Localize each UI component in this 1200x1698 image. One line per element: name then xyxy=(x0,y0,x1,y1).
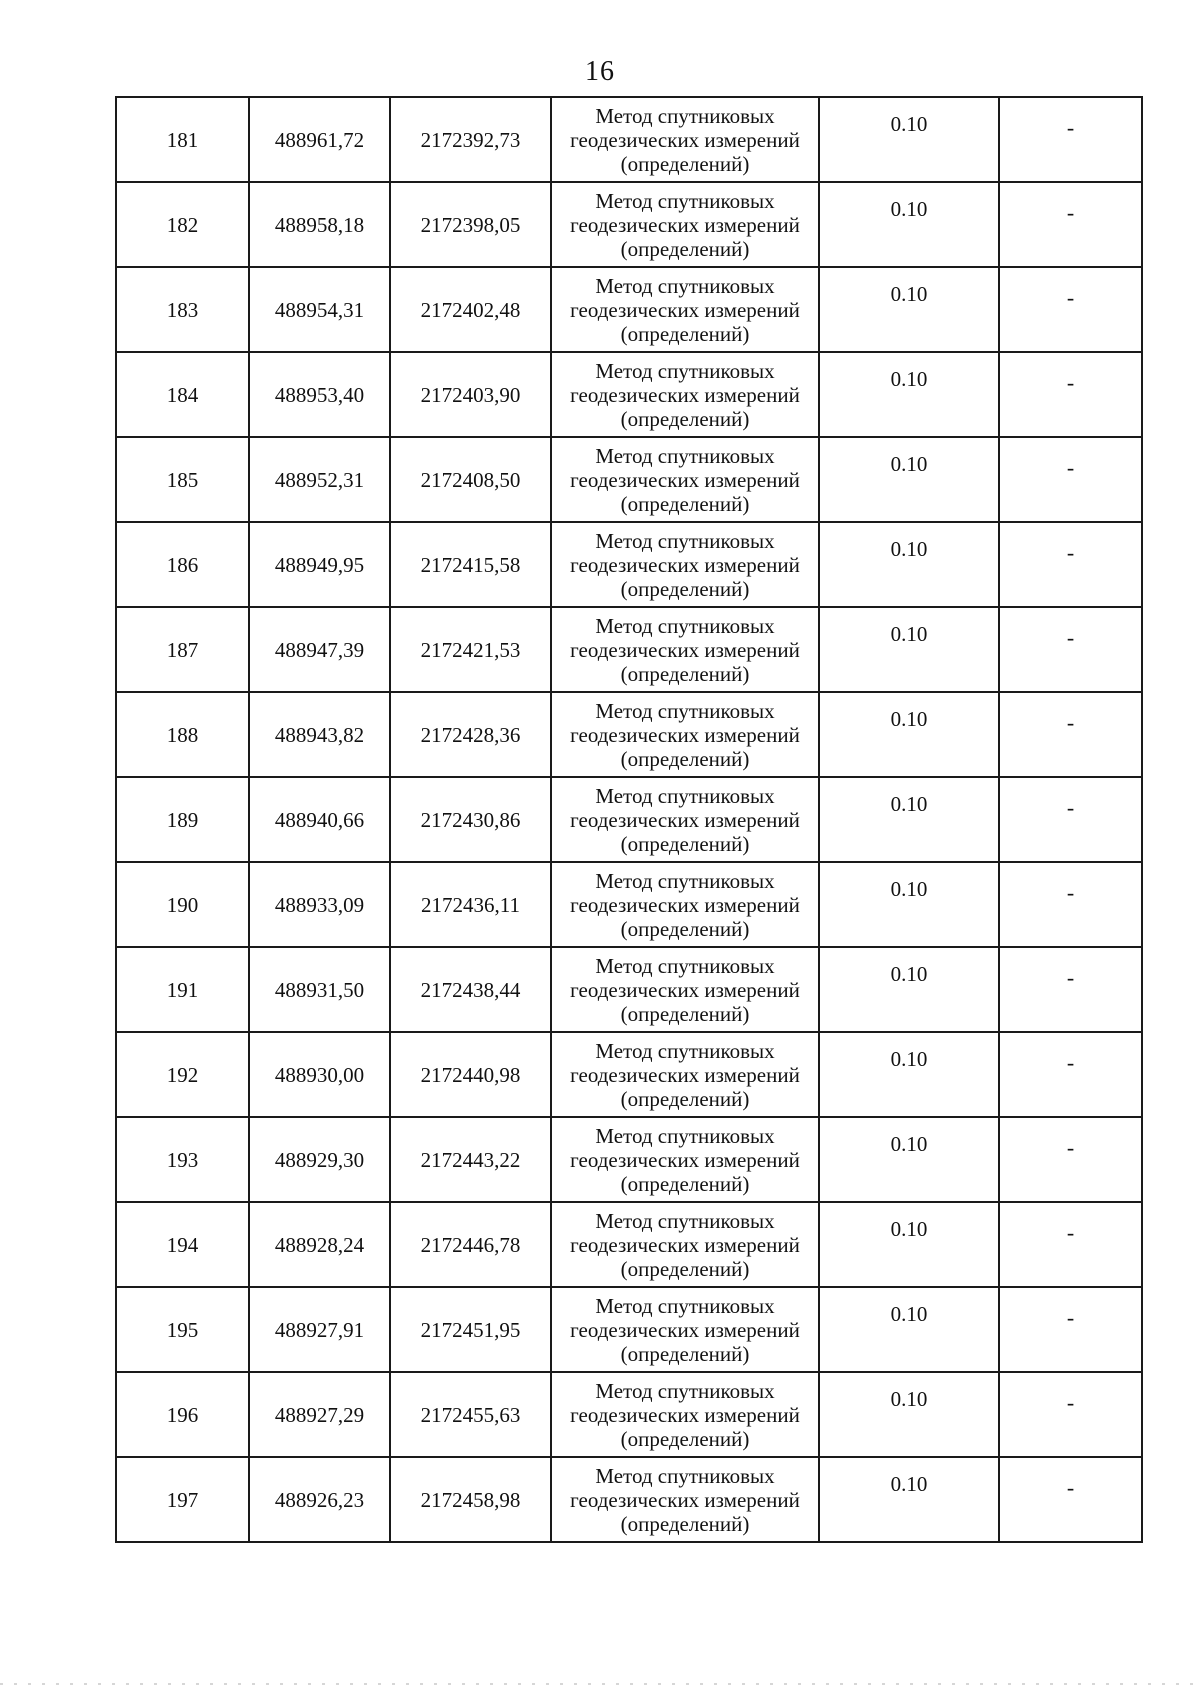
method-text-line1: Метод спутниковых xyxy=(595,783,775,808)
table-row xyxy=(116,1457,1142,1542)
x-coordinate-cell: 488940,66 xyxy=(249,777,390,862)
table-body xyxy=(116,97,1142,1542)
method-cell xyxy=(551,437,819,522)
table-row xyxy=(116,97,1142,182)
accuracy-cell: 0.10 xyxy=(819,1372,999,1457)
accuracy-cell: 0.10 xyxy=(819,777,999,862)
method-text-line1: Метод спутниковых xyxy=(595,1463,775,1488)
method-cell xyxy=(551,1202,819,1287)
note-cell: - xyxy=(999,947,1142,1032)
method-text-line1: Метод спутниковых xyxy=(595,953,775,978)
table-row xyxy=(116,267,1142,352)
method-text-line3: (определений) xyxy=(620,1426,750,1451)
method-cell xyxy=(551,1372,819,1457)
method-cell xyxy=(551,607,819,692)
y-coordinate-cell: 2172443,22 xyxy=(390,1117,551,1202)
method-text-line1: Метод спутниковых xyxy=(595,1208,775,1233)
accuracy-cell: 0.10 xyxy=(819,1457,999,1542)
method-text-line1: Метод спутниковых xyxy=(595,613,775,638)
point-number-cell: 191 xyxy=(116,947,249,1032)
accuracy-cell: 0.10 xyxy=(819,437,999,522)
method-text-line1: Метод спутниковых xyxy=(595,273,775,298)
x-coordinate-cell: 488926,23 xyxy=(249,1457,390,1542)
point-number-cell: 182 xyxy=(116,182,249,267)
method-text-line1: Метод спутниковых xyxy=(595,698,775,723)
method-text-line2: геодезических измерений xyxy=(570,892,800,917)
point-number-cell: 186 xyxy=(116,522,249,607)
x-coordinate-cell: 488949,95 xyxy=(249,522,390,607)
method-text-line2: геодезических измерений xyxy=(570,722,800,747)
y-coordinate-cell: 2172446,78 xyxy=(390,1202,551,1287)
method-text-line3: (определений) xyxy=(620,151,750,176)
point-number-cell: 187 xyxy=(116,607,249,692)
accuracy-cell: 0.10 xyxy=(819,1032,999,1117)
accuracy-cell: 0.10 xyxy=(819,1202,999,1287)
point-number-cell: 181 xyxy=(116,97,249,182)
x-coordinate-cell: 488931,50 xyxy=(249,947,390,1032)
note-cell: - xyxy=(999,1287,1142,1372)
point-number-cell: 190 xyxy=(116,862,249,947)
x-coordinate-cell: 488952,31 xyxy=(249,437,390,522)
point-number-cell: 188 xyxy=(116,692,249,777)
method-text-line2: геодезических измерений xyxy=(570,1317,800,1342)
method-text-line3: (определений) xyxy=(620,1086,750,1111)
x-coordinate-cell: 488928,24 xyxy=(249,1202,390,1287)
note-cell: - xyxy=(999,692,1142,777)
note-cell: - xyxy=(999,607,1142,692)
note-cell: - xyxy=(999,777,1142,862)
point-number-cell: 189 xyxy=(116,777,249,862)
point-number-cell: 196 xyxy=(116,1372,249,1457)
point-number-cell: 195 xyxy=(116,1287,249,1372)
method-text-line3: (определений) xyxy=(620,406,750,431)
method-text-line2: геодезических измерений xyxy=(570,467,800,492)
method-text-line3: (определений) xyxy=(620,746,750,771)
x-coordinate-cell: 488929,30 xyxy=(249,1117,390,1202)
method-text-line1: Метод спутниковых xyxy=(595,443,775,468)
page-number: 16 xyxy=(585,56,615,87)
method-text-line3: (определений) xyxy=(620,491,750,516)
y-coordinate-cell: 2172392,73 xyxy=(390,97,551,182)
method-cell xyxy=(551,1287,819,1372)
accuracy-cell: 0.10 xyxy=(819,267,999,352)
accuracy-cell: 0.10 xyxy=(819,1287,999,1372)
method-cell xyxy=(551,692,819,777)
method-text-line1: Метод спутниковых xyxy=(595,528,775,553)
x-coordinate-cell: 488954,31 xyxy=(249,267,390,352)
x-coordinate-cell: 488943,82 xyxy=(249,692,390,777)
coordinates-table xyxy=(115,96,1143,1543)
method-cell xyxy=(551,352,819,437)
method-cell xyxy=(551,1117,819,1202)
method-text-line2: геодезических измерений xyxy=(570,977,800,1002)
x-coordinate-cell: 488930,00 xyxy=(249,1032,390,1117)
method-text-line2: геодезических измерений xyxy=(570,807,800,832)
x-coordinate-cell: 488958,18 xyxy=(249,182,390,267)
method-cell xyxy=(551,862,819,947)
point-number-cell: 183 xyxy=(116,267,249,352)
method-text-line1: Метод спутниковых xyxy=(595,1038,775,1063)
y-coordinate-cell: 2172430,86 xyxy=(390,777,551,862)
method-text-line3: (определений) xyxy=(620,916,750,941)
accuracy-cell: 0.10 xyxy=(819,692,999,777)
table-row xyxy=(116,777,1142,862)
note-cell: - xyxy=(999,97,1142,182)
scan-artifact-line xyxy=(0,1683,1200,1685)
note-cell: - xyxy=(999,182,1142,267)
method-cell xyxy=(551,522,819,607)
table-row xyxy=(116,522,1142,607)
method-text-line2: геодезических измерений xyxy=(570,552,800,577)
y-coordinate-cell: 2172408,50 xyxy=(390,437,551,522)
method-text-line3: (определений) xyxy=(620,1511,750,1536)
note-cell: - xyxy=(999,437,1142,522)
note-cell: - xyxy=(999,267,1142,352)
table-row xyxy=(116,692,1142,777)
y-coordinate-cell: 2172440,98 xyxy=(390,1032,551,1117)
x-coordinate-cell: 488947,39 xyxy=(249,607,390,692)
method-text-line3: (определений) xyxy=(620,1341,750,1366)
method-text-line2: геодезических измерений xyxy=(570,637,800,662)
method-cell xyxy=(551,1457,819,1542)
y-coordinate-cell: 2172458,98 xyxy=(390,1457,551,1542)
method-cell xyxy=(551,97,819,182)
y-coordinate-cell: 2172415,58 xyxy=(390,522,551,607)
table-row xyxy=(116,1202,1142,1287)
method-text-line1: Метод спутниковых xyxy=(595,188,775,213)
method-text-line3: (определений) xyxy=(620,321,750,346)
y-coordinate-cell: 2172436,11 xyxy=(390,862,551,947)
note-cell: - xyxy=(999,352,1142,437)
y-coordinate-cell: 2172428,36 xyxy=(390,692,551,777)
method-text-line3: (определений) xyxy=(620,236,750,261)
point-number-cell: 192 xyxy=(116,1032,249,1117)
method-cell xyxy=(551,182,819,267)
method-text-line2: геодезических измерений xyxy=(570,212,800,237)
method-text-line1: Метод спутниковых xyxy=(595,1378,775,1403)
accuracy-cell: 0.10 xyxy=(819,862,999,947)
method-cell xyxy=(551,267,819,352)
note-cell: - xyxy=(999,1457,1142,1542)
table-row xyxy=(116,437,1142,522)
y-coordinate-cell: 2172402,48 xyxy=(390,267,551,352)
table-row xyxy=(116,862,1142,947)
table-row xyxy=(116,352,1142,437)
note-cell: - xyxy=(999,1032,1142,1117)
table-row xyxy=(116,1032,1142,1117)
accuracy-cell: 0.10 xyxy=(819,1117,999,1202)
table-row xyxy=(116,607,1142,692)
method-cell xyxy=(551,947,819,1032)
note-cell: - xyxy=(999,1202,1142,1287)
method-cell xyxy=(551,1032,819,1117)
point-number-cell: 194 xyxy=(116,1202,249,1287)
y-coordinate-cell: 2172455,63 xyxy=(390,1372,551,1457)
method-text-line1: Метод спутниковых xyxy=(595,1293,775,1318)
method-text-line2: геодезических измерений xyxy=(570,382,800,407)
table-row xyxy=(116,1372,1142,1457)
method-text-line1: Метод спутниковых xyxy=(595,103,775,128)
y-coordinate-cell: 2172403,90 xyxy=(390,352,551,437)
accuracy-cell: 0.10 xyxy=(819,947,999,1032)
method-text-line1: Метод спутниковых xyxy=(595,358,775,383)
note-cell: - xyxy=(999,522,1142,607)
method-text-line3: (определений) xyxy=(620,661,750,686)
point-number-cell: 197 xyxy=(116,1457,249,1542)
table-row xyxy=(116,947,1142,1032)
method-text-line2: геодезических измерений xyxy=(570,1062,800,1087)
method-text-line3: (определений) xyxy=(620,1001,750,1026)
y-coordinate-cell: 2172398,05 xyxy=(390,182,551,267)
method-text-line2: геодезических измерений xyxy=(570,1487,800,1512)
method-text-line3: (определений) xyxy=(620,576,750,601)
accuracy-cell: 0.10 xyxy=(819,97,999,182)
method-text-line3: (определений) xyxy=(620,831,750,856)
accuracy-cell: 0.10 xyxy=(819,352,999,437)
note-cell: - xyxy=(999,862,1142,947)
note-cell: - xyxy=(999,1117,1142,1202)
method-text-line2: геодезических измерений xyxy=(570,1232,800,1257)
x-coordinate-cell: 488953,40 xyxy=(249,352,390,437)
table-row xyxy=(116,182,1142,267)
method-text-line1: Метод спутниковых xyxy=(595,868,775,893)
x-coordinate-cell: 488933,09 xyxy=(249,862,390,947)
note-cell: - xyxy=(999,1372,1142,1457)
method-cell xyxy=(551,777,819,862)
method-text-line3: (определений) xyxy=(620,1171,750,1196)
point-number-cell: 184 xyxy=(116,352,249,437)
method-text-line2: геодезических измерений xyxy=(570,297,800,322)
method-text-line2: геодезических измерений xyxy=(570,1402,800,1427)
method-text-line2: геодезических измерений xyxy=(570,1147,800,1172)
accuracy-cell: 0.10 xyxy=(819,522,999,607)
x-coordinate-cell: 488927,91 xyxy=(249,1287,390,1372)
method-text-line2: геодезических измерений xyxy=(570,127,800,152)
y-coordinate-cell: 2172438,44 xyxy=(390,947,551,1032)
y-coordinate-cell: 2172421,53 xyxy=(390,607,551,692)
point-number-cell: 185 xyxy=(116,437,249,522)
accuracy-cell: 0.10 xyxy=(819,182,999,267)
accuracy-cell: 0.10 xyxy=(819,607,999,692)
point-number-cell: 193 xyxy=(116,1117,249,1202)
table-row xyxy=(116,1117,1142,1202)
table-row xyxy=(116,1287,1142,1372)
y-coordinate-cell: 2172451,95 xyxy=(390,1287,551,1372)
method-text-line3: (определений) xyxy=(620,1256,750,1281)
x-coordinate-cell: 488961,72 xyxy=(249,97,390,182)
method-text-line1: Метод спутниковых xyxy=(595,1123,775,1148)
x-coordinate-cell: 488927,29 xyxy=(249,1372,390,1457)
